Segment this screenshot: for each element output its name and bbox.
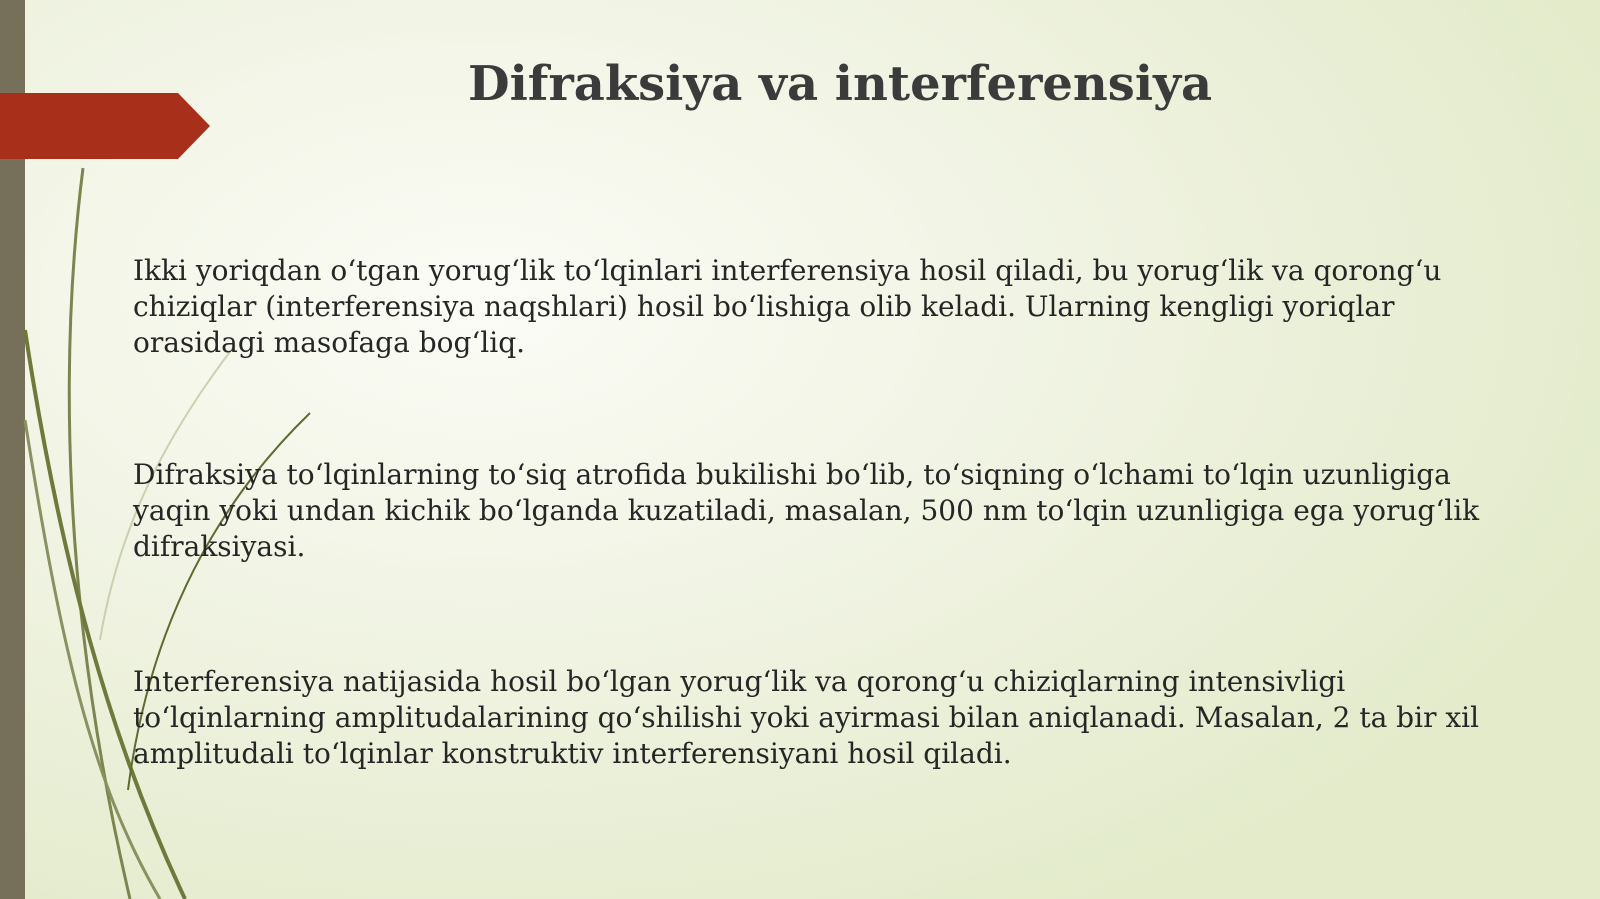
decorative-curve [69,168,130,899]
paragraph-intensity: Interferensiya natijasida hosil bo‘lgan yorug‘lik va qorong‘u chiziqlarning intensivligi to‘lqinlarning amplitudalarining qo‘shilishi yoki ayirmasi bilan aniqlanadi. Masalan, 2 ta bir xil amplitudali to‘lqinlar konstruktiv interferensiyani hosil qiladi. [133,665,1480,770]
paragraph-diffraction: Difraksiya to‘lqinlarning to‘siq atrofida bukilishi bo‘lib, to‘siqning o‘lchami to‘lqin uzunligiga yaqin yoki undan kichik bo‘lganda kuzatiladi, masalan, 500 nm to‘lqin uzunligiga ega yorug‘lik difraksiyasi. [133,458,1480,563]
paragraph-interference: Ikki yoriqdan o‘tgan yorug‘lik to‘lqinlari interferensiya hosil qiladi, bu yorug‘lik va qorong‘u chiziqlar (interferensiya naqshlari) hosil bo‘lishiga olib keladi. Ularning kengligi yoriqlar orasidagi masofaga bog‘liq. [133,254,1442,359]
slide-title: Difraksiya va interferensiya [467,56,1213,112]
title-arrow-banner [0,93,212,159]
